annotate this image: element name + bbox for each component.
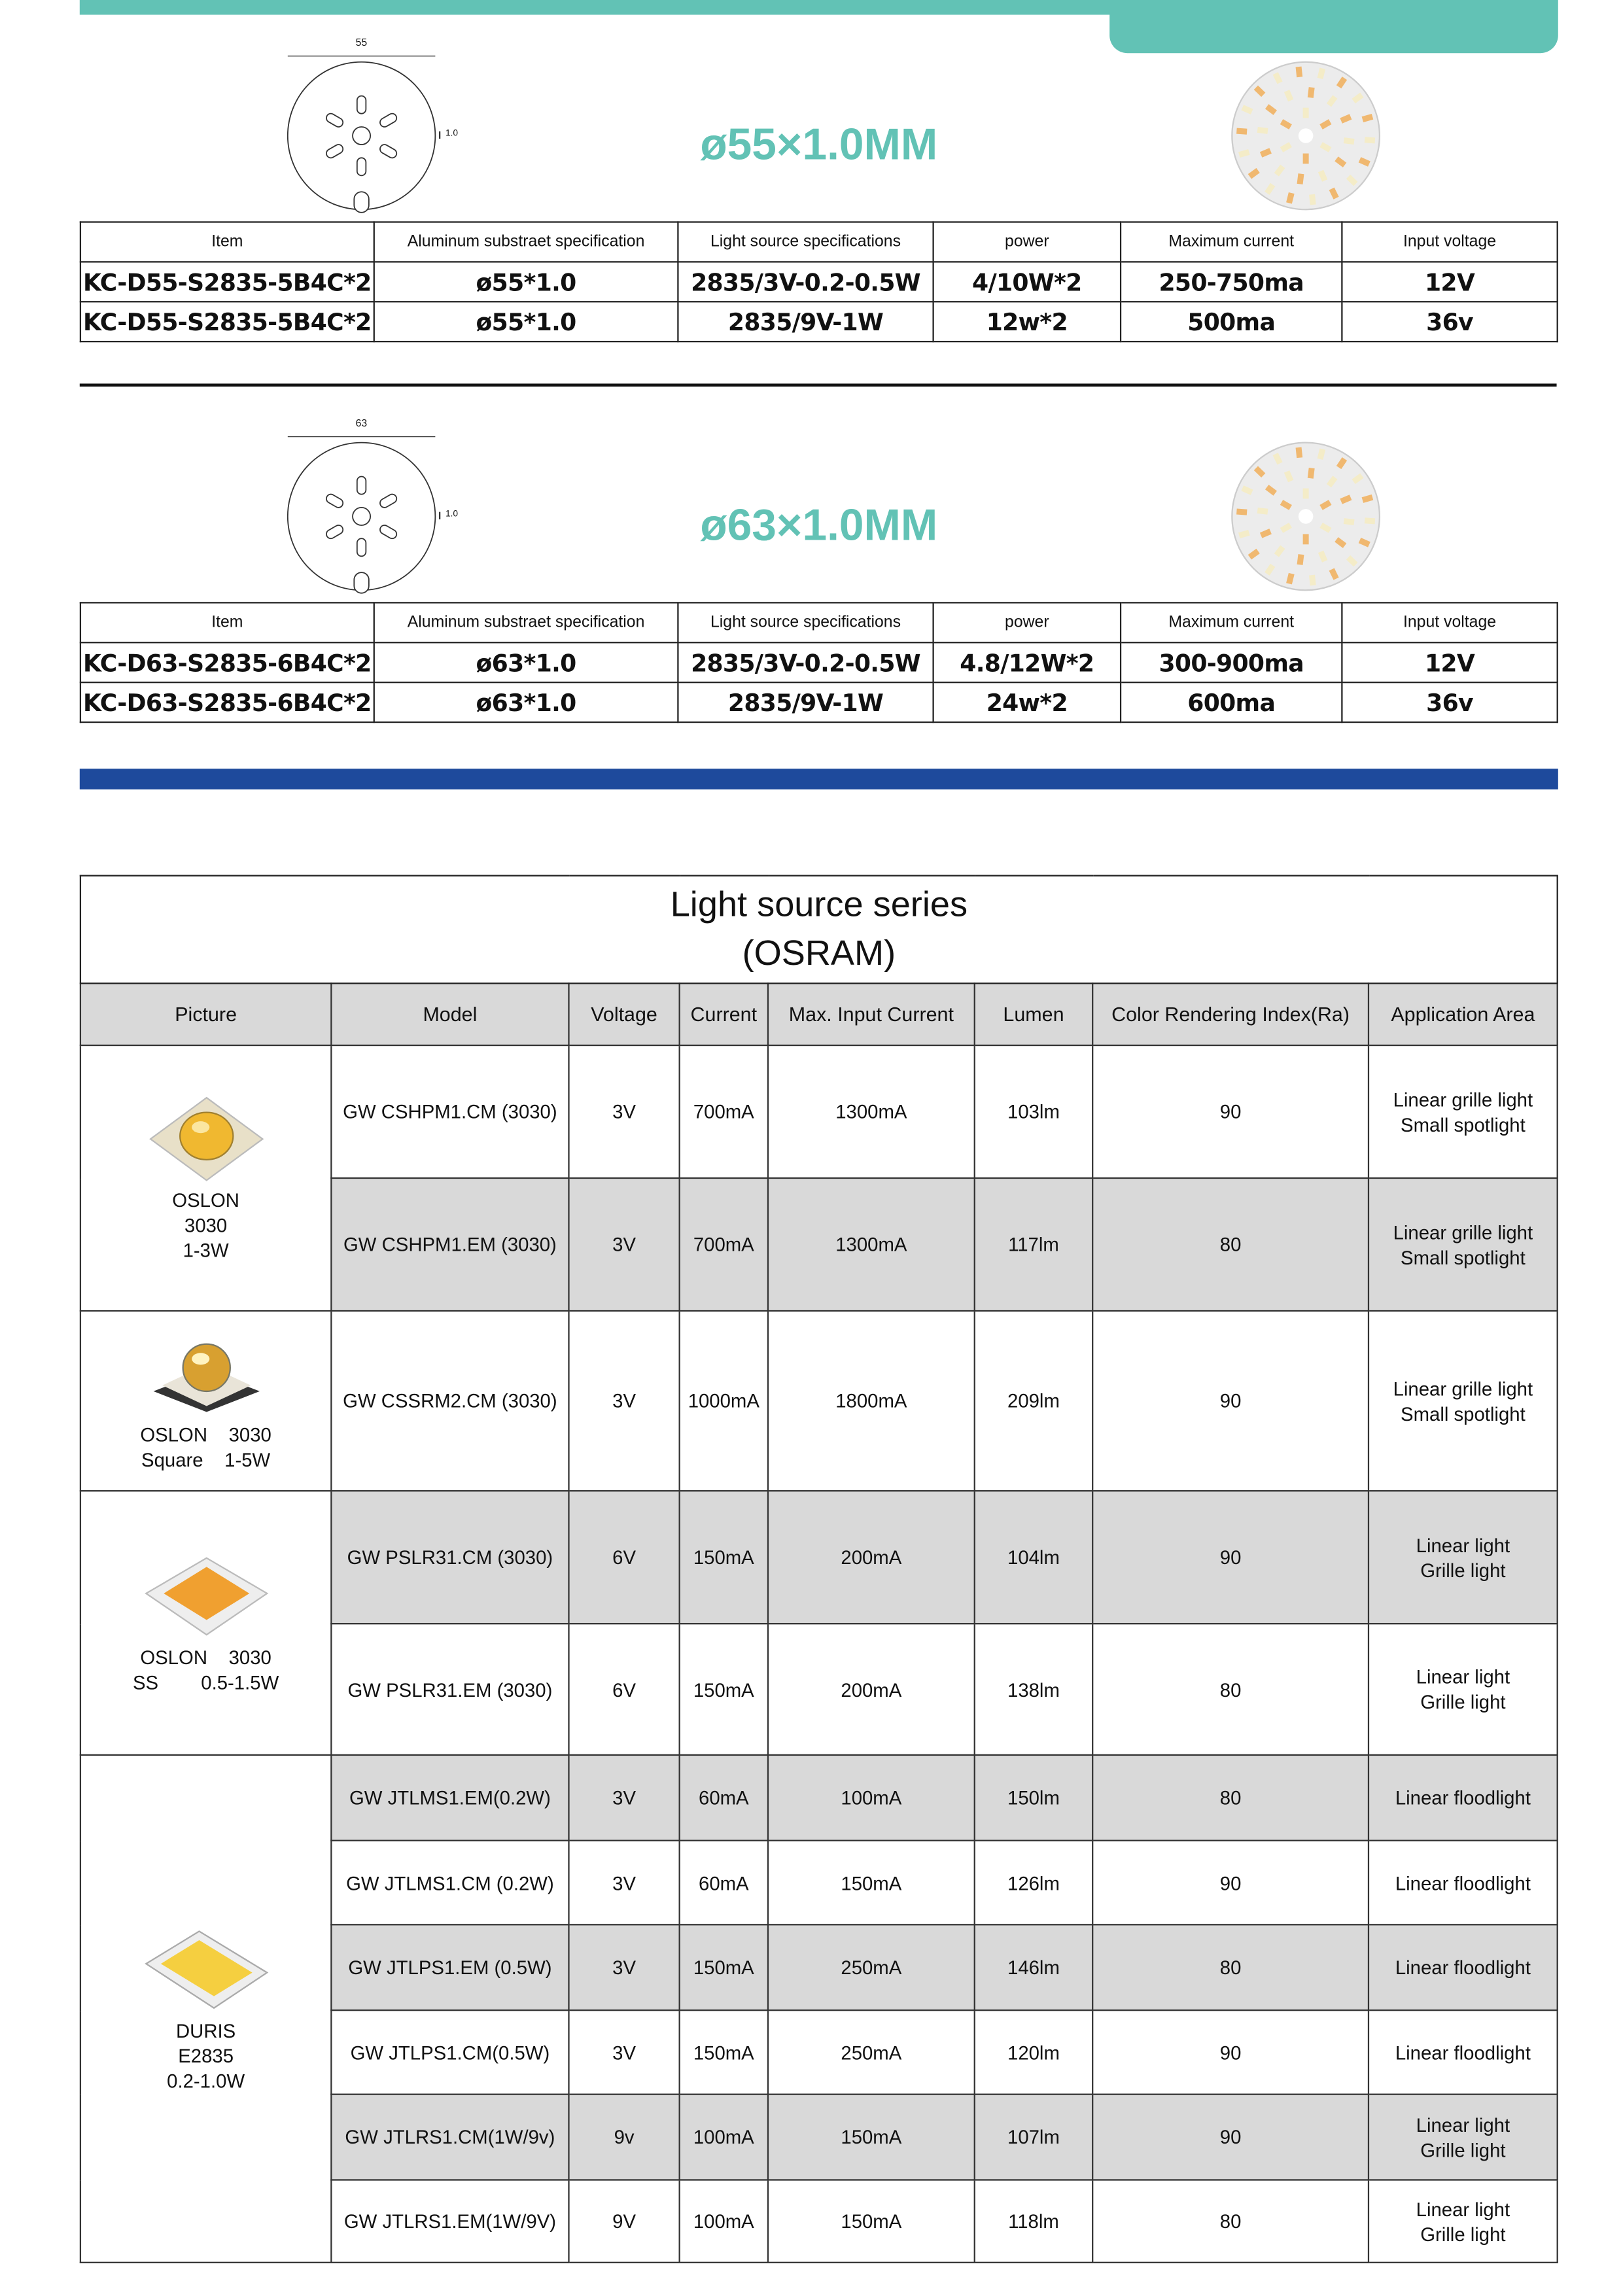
column-header: Aluminum substraet specification xyxy=(374,222,678,262)
max-current-cell: 150mA xyxy=(768,2180,975,2263)
table-cell: 2835/9V-1W xyxy=(678,302,933,341)
current-cell: 150mA xyxy=(680,1924,768,2010)
application-cell: Linear grille light Small spotlight xyxy=(1369,1045,1558,1178)
current-cell: 150mA xyxy=(680,1624,768,1755)
dome-led-icon xyxy=(81,1094,330,1187)
voltage-cell: 3V xyxy=(568,1045,679,1178)
lumen-cell: 104lm xyxy=(975,1491,1092,1624)
max-current-cell: 250mA xyxy=(768,2010,975,2095)
current-cell: 150mA xyxy=(680,2010,768,2095)
table-cell: 4.8/12W*2 xyxy=(934,642,1121,682)
voltage-cell: 6V xyxy=(568,1491,679,1624)
max-current-cell: 200mA xyxy=(768,1624,975,1755)
table-cell: KC-D55-S2835-5B4C*2 xyxy=(80,302,374,341)
column-header: Input voltage xyxy=(1342,602,1557,642)
column-header: Item xyxy=(80,222,374,262)
led-picture-cell xyxy=(80,1311,331,1491)
board-size-title: ø55×1.0MM xyxy=(700,120,938,170)
column-header: Current xyxy=(680,983,768,1045)
application-cell: Linear floodlight xyxy=(1369,1755,1558,1841)
column-header: Light source specifications xyxy=(678,222,933,262)
current-cell: 100mA xyxy=(680,2180,768,2263)
cri-cell: 80 xyxy=(1092,1755,1369,1841)
current-cell: 700mA xyxy=(680,1178,768,1311)
application-cell: Linear grille light Small spotlight xyxy=(1369,1311,1558,1491)
application-cell: Linear floodlight xyxy=(1369,2010,1558,2095)
model-cell: GW CSHPM1.EM (3030) xyxy=(331,1178,568,1311)
current-cell: 150mA xyxy=(680,1491,768,1624)
model-cell: GW CSHPM1.CM (3030) xyxy=(331,1045,568,1178)
spec-table xyxy=(80,602,1558,723)
lumen-cell: 120lm xyxy=(975,2010,1092,2095)
column-header: Input voltage xyxy=(1342,222,1557,262)
max-current-cell: 150mA xyxy=(768,2095,975,2180)
voltage-cell: 3V xyxy=(568,1841,679,1925)
table-row xyxy=(80,642,1558,682)
pcb-outline-drawing xyxy=(281,416,487,596)
table-cell: 12V xyxy=(1342,262,1557,302)
max-current-cell: 200mA xyxy=(768,1491,975,1624)
table-cell: ø55*1.0 xyxy=(374,302,678,341)
led-pcb-image xyxy=(1229,440,1383,593)
lumen-cell: 103lm xyxy=(975,1045,1092,1178)
application-cell: Linear floodlight xyxy=(1369,1924,1558,2010)
model-cell: GW JTLRS1.CM(1W/9v) xyxy=(331,2095,568,2180)
model-cell: GW PSLR31.CM (3030) xyxy=(331,1491,568,1624)
voltage-cell: 3V xyxy=(568,1311,679,1491)
table-cell: 600ma xyxy=(1121,682,1342,722)
model-cell: GW JTLPS1.CM(0.5W) xyxy=(331,2010,568,2095)
max-current-cell: 1800mA xyxy=(768,1311,975,1491)
table-cell: 500ma xyxy=(1121,302,1342,341)
model-cell: GW JTLMS1.EM(0.2W) xyxy=(331,1755,568,1841)
model-cell: GW CSSRM2.CM (3030) xyxy=(331,1311,568,1491)
max-current-cell: 1300mA xyxy=(768,1178,975,1311)
table-cell: 250-750ma xyxy=(1121,262,1342,302)
table-row xyxy=(80,1045,1558,1178)
column-header: Maximum current xyxy=(1121,222,1342,262)
led-picture-cell xyxy=(80,1491,331,1755)
table-cell: 2835/3V-0.2-0.5W xyxy=(678,642,933,682)
led-series-label: DURIS E2835 0.2-1.0W xyxy=(167,2019,245,2092)
column-header: Application Area xyxy=(1369,983,1558,1045)
lumen-cell: 209lm xyxy=(975,1311,1092,1491)
led-picture-cell xyxy=(80,1045,331,1311)
cri-cell: 80 xyxy=(1092,2180,1369,2263)
cri-cell: 80 xyxy=(1092,1178,1369,1311)
flat-square-led-icon xyxy=(81,1552,330,1644)
table-row xyxy=(80,1491,1558,1624)
current-cell: 700mA xyxy=(680,1045,768,1178)
table-row xyxy=(80,1755,1558,1841)
column-header: Light source specifications xyxy=(678,602,933,642)
spec-table xyxy=(80,221,1558,342)
model-cell: GW PSLR31.EM (3030) xyxy=(331,1624,568,1755)
voltage-cell: 3V xyxy=(568,1755,679,1841)
current-cell: 1000mA xyxy=(680,1311,768,1491)
table-cell: 300-900ma xyxy=(1121,642,1342,682)
table-cell: 4/10W*2 xyxy=(934,262,1121,302)
column-header: Model xyxy=(331,983,568,1045)
column-header: Picture xyxy=(80,983,331,1045)
thickness-label: 1.0 xyxy=(445,130,458,139)
column-header: Item xyxy=(80,602,374,642)
spec-table-header xyxy=(80,602,1558,642)
led-series-label: OSLON 3030 1-3W xyxy=(172,1188,239,1261)
column-header: Aluminum substraet specification xyxy=(374,602,678,642)
blue-divider-bar xyxy=(80,769,1558,790)
max-current-cell: 150mA xyxy=(768,1841,975,1925)
cri-cell: 90 xyxy=(1092,2095,1369,2180)
model-cell: GW JTLRS1.EM(1W/9V) xyxy=(331,2180,568,2263)
cri-cell: 90 xyxy=(1092,1311,1369,1491)
table-cell: 24w*2 xyxy=(934,682,1121,722)
pcb-outline-drawing xyxy=(281,35,487,215)
osram-table-title xyxy=(80,876,1558,984)
table-cell: 36v xyxy=(1342,682,1557,722)
lumen-cell: 107lm xyxy=(975,2095,1092,2180)
column-header: Lumen xyxy=(975,983,1092,1045)
table-row xyxy=(80,302,1558,341)
column-header: Color Rendering Index(Ra) xyxy=(1092,983,1369,1045)
voltage-cell: 9v xyxy=(568,2095,679,2180)
header-teal-tab xyxy=(1109,0,1558,53)
application-cell: Linear light Grille light xyxy=(1369,2180,1558,2263)
table-cell: 2835/3V-0.2-0.5W xyxy=(678,262,933,302)
application-cell: Linear light Grille light xyxy=(1369,1624,1558,1755)
cri-cell: 90 xyxy=(1092,1491,1369,1624)
cri-cell: 90 xyxy=(1092,1045,1369,1178)
table-cell: KC-D63-S2835-6B4C*2 xyxy=(80,642,374,682)
table-cell: ø55*1.0 xyxy=(374,262,678,302)
current-cell: 100mA xyxy=(680,2095,768,2180)
thickness-label: 1.0 xyxy=(445,510,458,519)
cri-cell: 90 xyxy=(1092,1841,1369,1925)
voltage-cell: 3V xyxy=(568,2010,679,2095)
header-teal-bar xyxy=(80,0,1113,15)
voltage-cell: 3V xyxy=(568,1924,679,2010)
current-cell: 60mA xyxy=(680,1841,768,1925)
table-cell: KC-D63-S2835-6B4C*2 xyxy=(80,682,374,722)
model-cell: GW JTLMS1.CM (0.2W) xyxy=(331,1841,568,1925)
spec-table-header xyxy=(80,222,1558,262)
voltage-cell: 9V xyxy=(568,2180,679,2263)
led-series-label: OSLON 3030 Square 1-5W xyxy=(140,1423,271,1471)
table-cell: 36v xyxy=(1342,302,1557,341)
current-cell: 60mA xyxy=(680,1755,768,1841)
osram-table xyxy=(80,875,1558,2263)
table-cell: 12w*2 xyxy=(934,302,1121,341)
table-row xyxy=(80,262,1558,302)
column-header: Maximum current xyxy=(1121,602,1342,642)
lumen-cell: 146lm xyxy=(975,1924,1092,2010)
max-current-cell: 1300mA xyxy=(768,1045,975,1178)
diameter-label: 63 xyxy=(355,419,368,430)
voltage-cell: 6V xyxy=(568,1624,679,1755)
application-cell: Linear light Grille light xyxy=(1369,2095,1558,2180)
table-cell: KC-D55-S2835-5B4C*2 xyxy=(80,262,374,302)
table-cell: ø63*1.0 xyxy=(374,642,678,682)
lumen-cell: 118lm xyxy=(975,2180,1092,2263)
column-header: Voltage xyxy=(568,983,679,1045)
application-cell: Linear light Grille light xyxy=(1369,1491,1558,1624)
lumen-cell: 150lm xyxy=(975,1755,1092,1841)
led-series-label: OSLON 3030 SS 0.5-1.5W xyxy=(132,1646,279,1694)
cri-cell: 90 xyxy=(1092,2010,1369,2095)
cri-cell: 80 xyxy=(1092,1924,1369,2010)
table-row xyxy=(80,1311,1558,1491)
application-cell: Linear floodlight xyxy=(1369,1841,1558,1925)
column-header: power xyxy=(934,602,1121,642)
diameter-label: 55 xyxy=(355,38,368,49)
table-cell: 12V xyxy=(1342,642,1557,682)
model-cell: GW JTLPS1.EM (0.5W) xyxy=(331,1924,568,2010)
board-size-title: ø63×1.0MM xyxy=(700,501,938,551)
led-pcb-image xyxy=(1229,59,1383,213)
max-current-cell: 250mA xyxy=(768,1924,975,2010)
table-cell: 2835/9V-1W xyxy=(678,682,933,722)
square-dome-led-icon xyxy=(81,1329,330,1422)
table-cell: ø63*1.0 xyxy=(374,682,678,722)
column-header: Max. Input Current xyxy=(768,983,975,1045)
voltage-cell: 3V xyxy=(568,1178,679,1311)
cri-cell: 80 xyxy=(1092,1624,1369,1755)
max-current-cell: 100mA xyxy=(768,1755,975,1841)
lumen-cell: 126lm xyxy=(975,1841,1092,1925)
osram-title-text: Light source series (OSRAM) xyxy=(670,885,968,974)
led-picture-cell xyxy=(80,1755,331,2263)
table-row xyxy=(80,682,1558,722)
section-divider xyxy=(80,383,1557,387)
lumen-cell: 138lm xyxy=(975,1624,1092,1755)
lumen-cell: 117lm xyxy=(975,1178,1092,1311)
column-header: power xyxy=(934,222,1121,262)
application-cell: Linear grille light Small spotlight xyxy=(1369,1178,1558,1311)
smd-2835-led-icon xyxy=(81,1924,330,2017)
